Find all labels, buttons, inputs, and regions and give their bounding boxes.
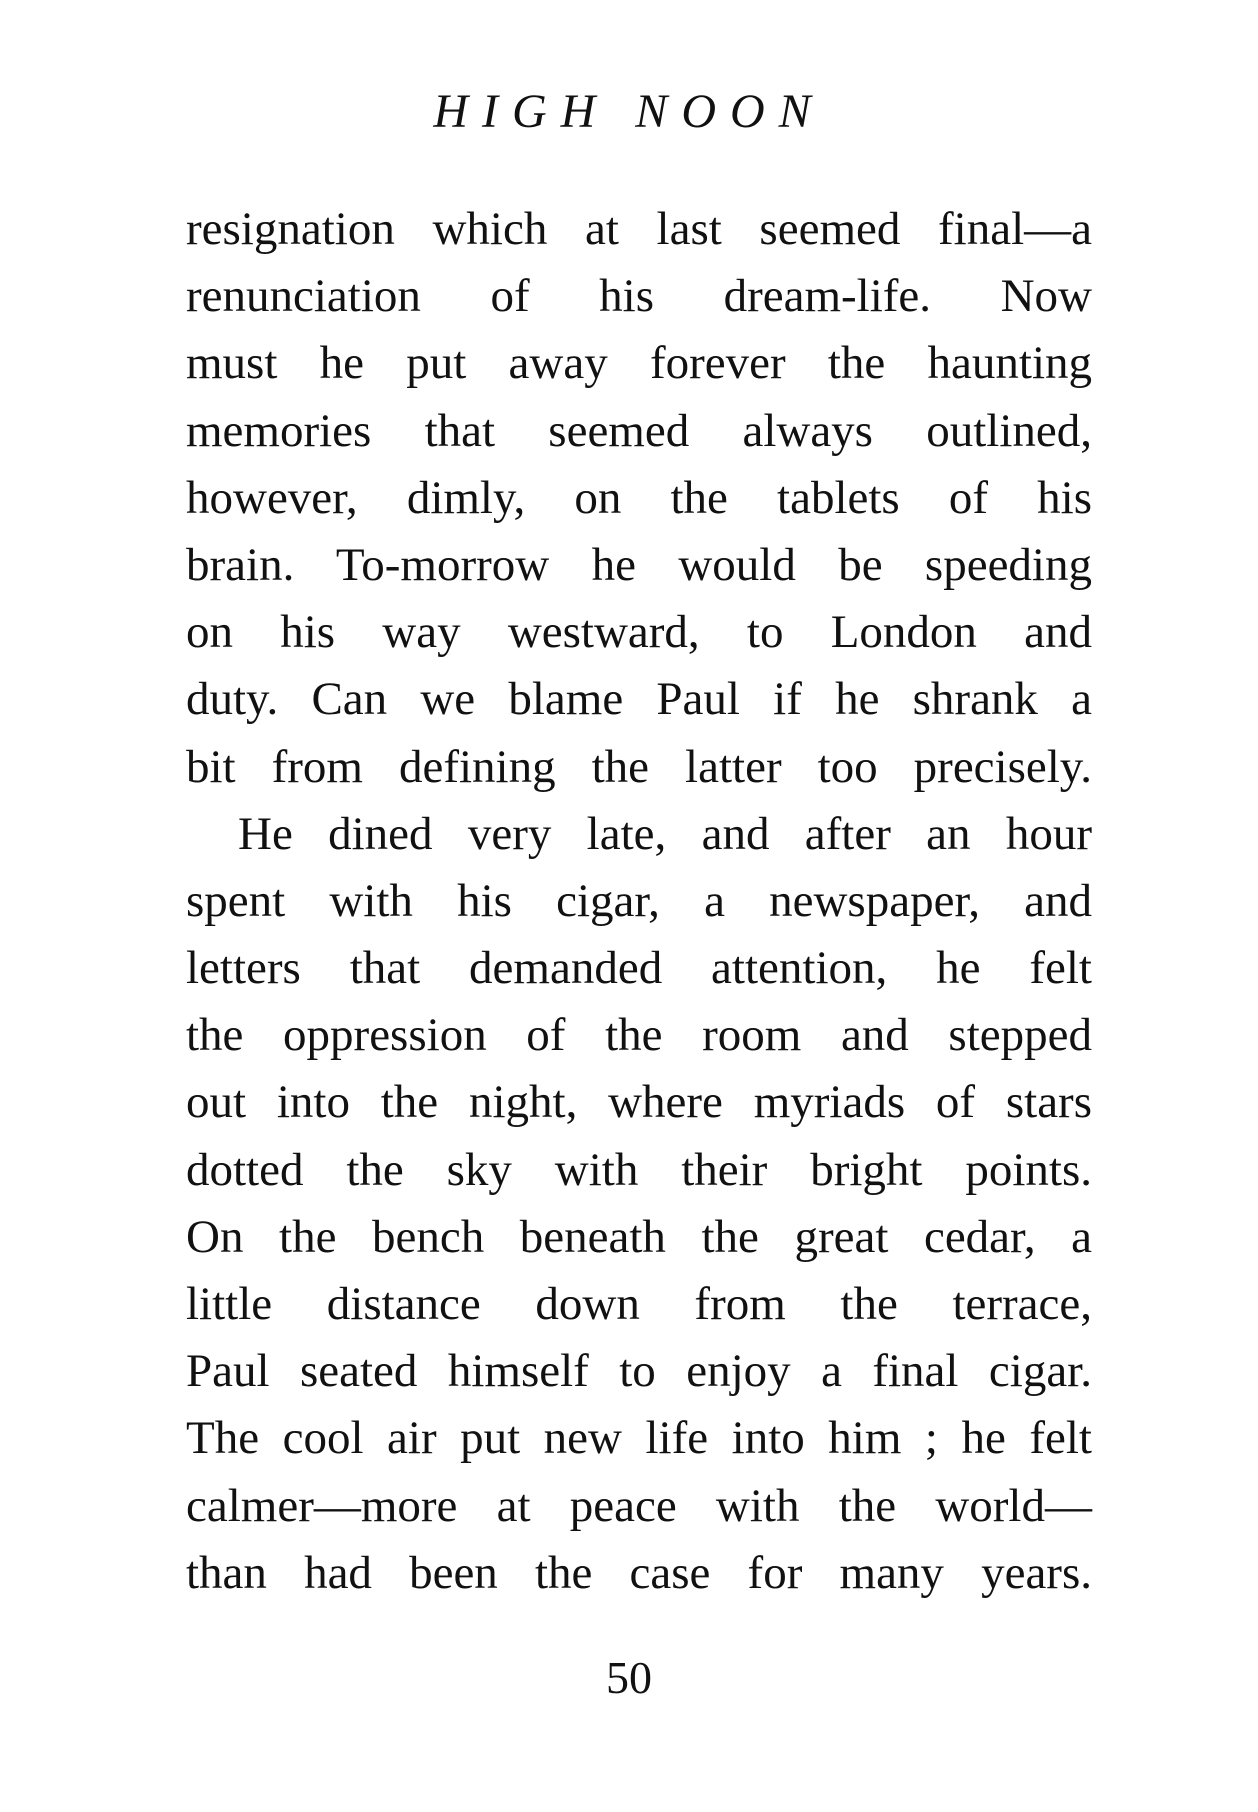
text-line: little distance down from the terrace,: [186, 1278, 1092, 1330]
text-line: duty. Can we blame Paul if he shrank a: [186, 673, 1092, 726]
text-line: out into the night, where myriads of stars: [186, 1076, 1092, 1129]
paragraph-end-line: bit from defining the latter too precisely.: [186, 740, 1092, 793]
text-line: on his way westward, to London and: [186, 606, 1092, 659]
text-line: Paul seated himself to enjoy a final cigar.: [186, 1345, 1092, 1398]
text-line: memories that seemed always outlined,: [186, 404, 1092, 457]
running-head: HIGH NOON: [433, 85, 825, 138]
text-line: the oppression of the room and stepped: [186, 1009, 1092, 1062]
text-line: must he put away forever the haunting: [186, 337, 1092, 390]
text-line: than had been the case for many years.: [186, 1546, 1092, 1599]
text-line: On the bench beneath the great cedar, a: [186, 1210, 1092, 1263]
text-line: brain. To-morrow he would be speeding: [186, 538, 1092, 591]
text-line: renunciation of his dream-life. Now: [186, 270, 1092, 323]
text-line: resignation which at last seemed final—a: [186, 203, 1092, 255]
body-text: [186, 196, 1092, 1607]
text-line: however, dimly, on the tablets of his: [186, 471, 1092, 524]
text-line: calmer—more at peace with the world—: [186, 1479, 1092, 1532]
text-line: The cool air put new life into him ; he felt: [186, 1412, 1092, 1465]
text-line: spent with his cigar, a newspaper, and: [186, 874, 1092, 927]
text-line: letters that demanded attention, he felt: [186, 942, 1092, 995]
page-number: 50: [606, 1652, 652, 1703]
paragraph-start-line: He dined very late, and after an hour: [238, 807, 1092, 860]
text-line: dotted the sky with their bright points.: [186, 1143, 1092, 1196]
